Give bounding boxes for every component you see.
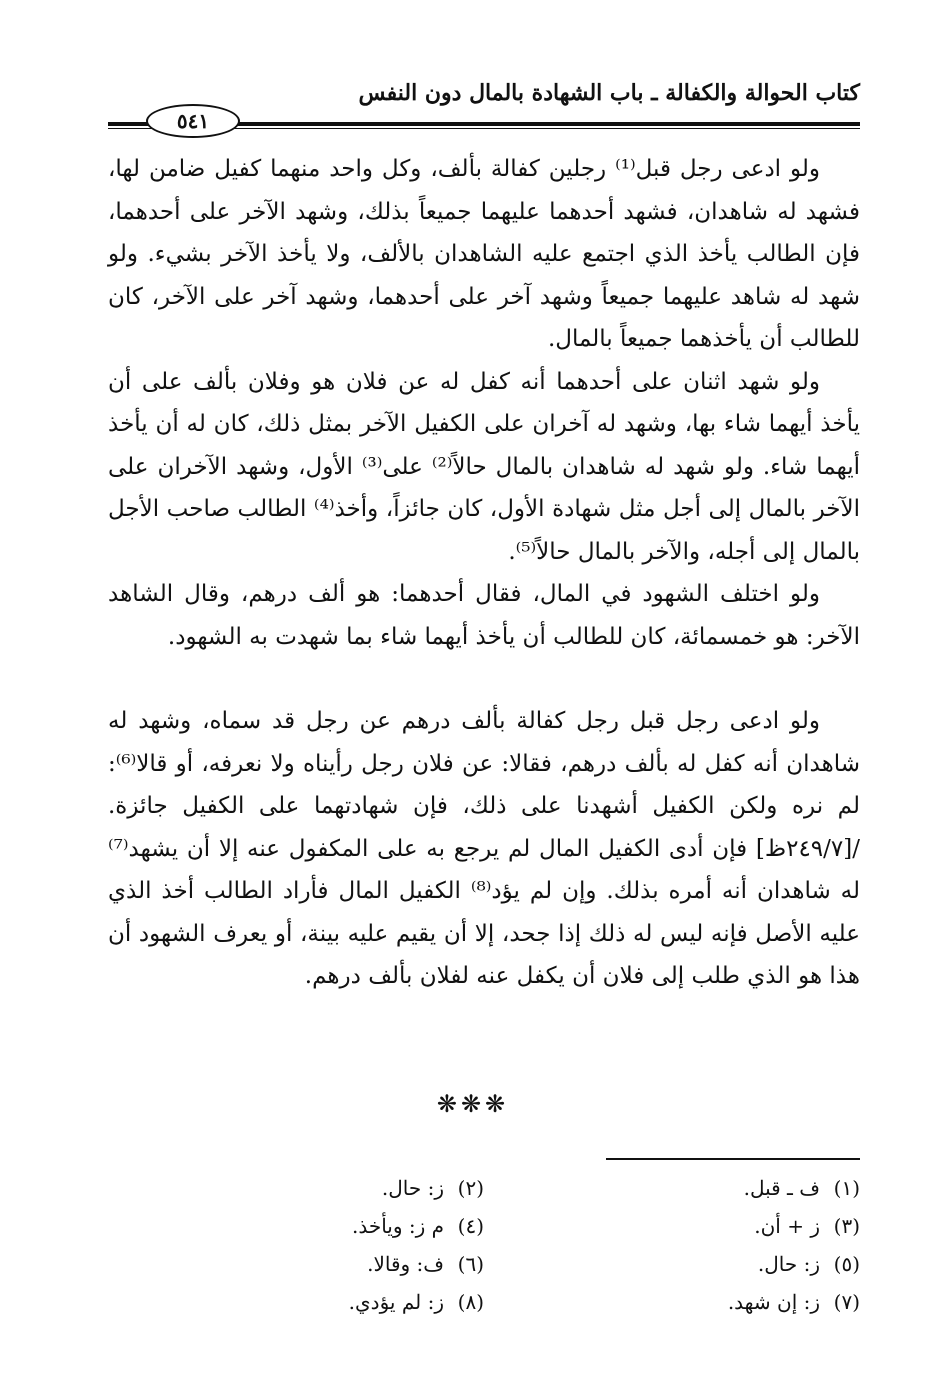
footnote xyxy=(484,1284,860,1320)
footnotes xyxy=(108,1170,860,1320)
main-text xyxy=(108,148,860,998)
footnote-rule xyxy=(606,1158,860,1160)
footnote-text: ز: لم يؤدي. xyxy=(348,1290,444,1314)
footnote xyxy=(484,1170,860,1206)
footnote-text: ز: حال. xyxy=(757,1252,820,1276)
footnote-number: (٦) xyxy=(457,1252,484,1276)
footnote xyxy=(484,1208,860,1244)
running-title: كتاب الحوالة والكفالة ـ باب الشهادة بالمال دون النفس xyxy=(358,80,860,106)
footnote-text: ف ـ قبل. xyxy=(743,1176,820,1200)
paragraph: ولو اختلف الشهود في المال، فقال أحدهما: هو ألف درهم، وقال الشاهد الآخر: هو خمسمائة، كان للطالب أن يأخذ أيهما شاء بما شهدت به الشهود. xyxy=(108,581,860,650)
footnote xyxy=(484,1246,860,1282)
footnote-text: ف: وقالا. xyxy=(367,1252,444,1276)
footnote-number: (٥) xyxy=(833,1252,860,1276)
footnote xyxy=(108,1284,484,1320)
footnote xyxy=(108,1208,484,1244)
footnote-number: (١) xyxy=(833,1176,860,1200)
footnote-text: ز + أن. xyxy=(754,1214,820,1238)
paragraph: ولو ادعى رجل قبل رجل كفالة بألف درهم عن رجل قد سماه، وشهد له شاهدان أنه كفل له بألف درهم، فقالا: عن فلان رجل رأيناه ولا نعرفه، أو قالا⁽⁶⁾: لم نره ولكن الكفيل أشهدنا على ذلك، فإن شهادتهما على الكفيل جائزة. /[٢٤٩/٧ظ] فإن أدى الكفيل المال لم يرجع به على المكفول عنه إلا أن يشهد⁽⁷⁾ له شاهدان أنه أمره بذلك. وإن لم يؤد⁽⁸⁾ الكفيل المال فأراد الطالب أخذ الذي عليه الأصل فإنه ليس له ذلك إذا جحد، إلا أن يقيم عليه بينة، أو يعرف الشهود أن هذا هو الذي طلب إلى فلان أن يكفل عنه لفلان بألف درهم. xyxy=(108,708,860,989)
page-number: ٥٤١ xyxy=(146,104,240,138)
footnote-text: ز: إن شهد. xyxy=(727,1290,820,1314)
footnote xyxy=(108,1246,484,1282)
section-separator: ❋❋❋ xyxy=(436,1090,510,1118)
page-header xyxy=(108,70,860,133)
footnote-text: ز: حال. xyxy=(381,1176,444,1200)
footnote-number: (٧) xyxy=(833,1290,860,1314)
footnote-number: (٤) xyxy=(457,1214,484,1238)
paragraph: ولو شهد اثنان على أحدهما أنه كفل له عن فلان هو وفلان بألف على أن يأخذ أيهما شاء بها، وشهد له آخران على الكفيل الآخر بمثل ذلك، كان له أن يأخذ أيهما شاء. ولو شهد له شاهدان بالمال حالاً⁽²⁾ على⁽³⁾ الأول، وشهد الآخران على الآخر بالمال إلى أجل مثل شهادة الأول، كان جائزاً، وأخذ⁽⁴⁾ الطالب صاحب الأجل بالمال إلى أجله، والآخر بالمال حالاً⁽⁵⁾. xyxy=(108,368,860,565)
footnote xyxy=(108,1170,484,1206)
paragraph: ولو ادعى رجل قبل⁽¹⁾ رجلين كفالة بألف، وكل واحد منهما كفيل ضامن لها، فشهد له شاهدان، فشهد أحدهما عليهما جميعاً بذلك، وشهد الآخر على أحدهما، فإن الطالب يأخذ الذي اجتمع عليه الشاهدان بالألف، ولا يأخذ الآخر بشيء. ولو شهد له شاهد عليهما جميعاً وشهد آخر على أحدهما، وشهد آخر على الآخر، كان للطالب أن يأخذهما جميعاً بالمال. xyxy=(108,156,860,352)
footnote-number: (٢) xyxy=(457,1176,484,1200)
footnote-number: (٣) xyxy=(833,1214,860,1238)
footnote-number: (٨) xyxy=(457,1290,484,1314)
footnote-text: م ز: ويأخذ. xyxy=(351,1214,444,1238)
